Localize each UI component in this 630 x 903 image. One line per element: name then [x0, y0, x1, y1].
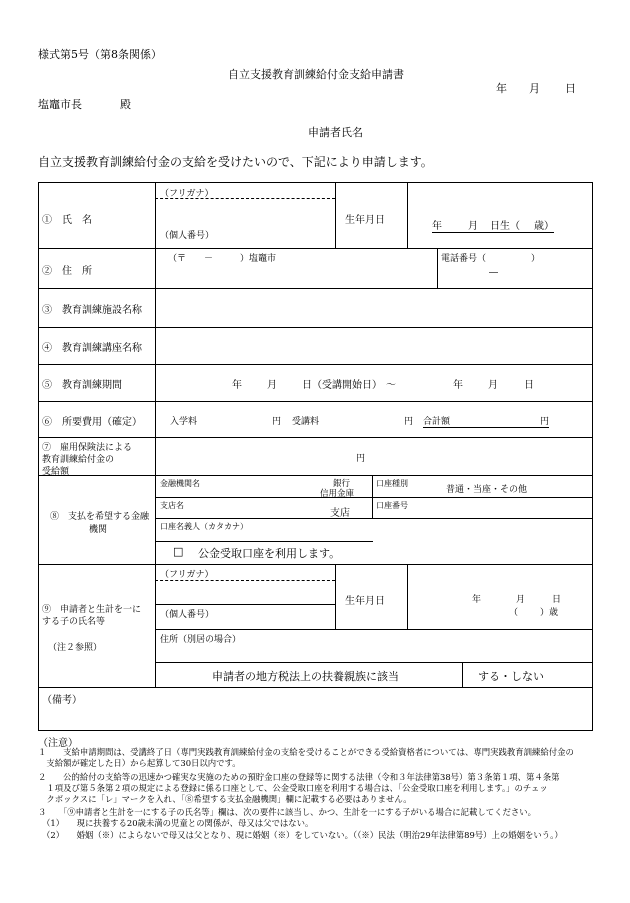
applicant-name-label: 申請者氏名 [308, 126, 363, 139]
child-birth-day: 日 [552, 595, 562, 605]
birth-year-text: 年 [432, 217, 450, 233]
cost-label: ⑥ 所要費用（確定） [42, 417, 142, 428]
addressee: 塩竈市長 [38, 98, 82, 111]
period-start-month: 月 [267, 380, 277, 391]
admission-yen: 円 [272, 417, 282, 427]
child-birth-month: 月 [516, 595, 526, 605]
branch-suffix: 支店 [330, 508, 350, 519]
date-day-label: 日 [565, 82, 576, 95]
admission-label: 入学料 [170, 417, 198, 427]
dependent-question: 申請者の地方税法上の扶養親族に該当 [212, 670, 399, 683]
child-age-close: ）歳 [540, 608, 559, 618]
note-3: ３ 「⑨申請者と生計を一にする子の氏名等」欄は、次の要件に該当し、かつ、生計を一にする子がいる場合に記載してください。 [38, 807, 536, 817]
insurance-yen: 円 [356, 454, 366, 464]
note-2c: クボックスに「レ」マークを入れ、「⑧希望する支払金融機関」欄に記載する必要はありません。 [38, 794, 412, 804]
birth-month-text: 月 [450, 217, 478, 233]
total-amount-text [423, 414, 549, 428]
child-label-note: （注２参照） [48, 643, 103, 653]
bank-label-line1: ⑧ 支払を希望する金融 [50, 512, 150, 522]
bank-name-label: 金融機関名 [160, 479, 200, 488]
tuition-label: 受講料 [292, 417, 320, 427]
remarks-label: （備考） [42, 695, 82, 706]
period-label: ⑤ 教育訓練期間 [42, 380, 122, 391]
note-1b: 支給額が確定した日）から起算して30日以内です。 [38, 758, 241, 768]
birth-date-field[interactable] [432, 217, 554, 233]
total-amount-field[interactable] [423, 414, 549, 428]
child-individual-number-label: （個人番号） [160, 610, 215, 620]
name-furigana-label: （フリガナ） [160, 189, 214, 199]
period-start-year: 年 [232, 380, 242, 391]
addressee-honorific: 殿 [120, 98, 131, 111]
birth-date-label: 生年月日 [345, 215, 385, 226]
child-label-line2: する子の氏名等 [42, 617, 106, 627]
address-label: ② 住 所 [42, 266, 92, 277]
course-field[interactable] [159, 330, 589, 361]
form-number: 様式第5号（第8条関係） [38, 48, 162, 61]
note-2a: ２ 公的給付の支給等の迅速かつ確実な実施のための預貯金口座の登録等に関する法律（令和３年法律第38号）第３条第１項、第４条第 [38, 772, 560, 782]
child-label-line1: ⑨ 申請者と生計を一に [42, 605, 142, 615]
date-month-label: 月 [529, 82, 540, 95]
date-year-label: 年 [496, 82, 507, 95]
phone-dash: ― [489, 268, 498, 278]
name-furigana-field[interactable] [159, 200, 333, 220]
total-label: 合計額 [423, 417, 451, 427]
facility-label: ③ 教育訓練施設名称 [42, 305, 142, 316]
insurance-label-line2: 教育訓練給付金の [42, 455, 115, 465]
notes-heading: （注意） [38, 738, 78, 749]
child-birth-label: 生年月日 [345, 596, 385, 607]
child-furigana-label: （フリガナ） [160, 570, 214, 580]
note-2b: １項及び第５条第２項の規定による登録に係る口座として、公金受取口座を利用する場合は、「公金受取口座を利用します。」のチェッ [38, 783, 548, 793]
child-birth-year: 年 [472, 595, 482, 605]
remarks-field[interactable] [42, 705, 588, 727]
period-end-month: 月 [488, 380, 498, 391]
name-label: ① 氏 名 [42, 215, 92, 226]
account-number-label: 口座番号 [376, 501, 408, 510]
bank-type-bank: 銀行 [333, 479, 351, 489]
note-3-1: （1） 現に扶養する20歳未満の児童との関係が、母又は父ではない。 [42, 818, 314, 828]
account-type-label: 口座種別 [376, 479, 408, 488]
bank-type-credit-union: 信用金庫 [320, 489, 355, 499]
account-holder-label: 口座名義人（カタカナ） [160, 522, 248, 531]
public-account-checkbox[interactable]: □ [173, 545, 184, 558]
child-age-open: （ [509, 608, 519, 618]
child-residence-label: 住所（別居の場合） [160, 635, 242, 645]
name-individual-number-label: （個人番号） [160, 231, 215, 241]
period-start-day: 日（受講開始日） [302, 380, 382, 391]
total-yen: 円 [539, 417, 549, 427]
period-end-day: 日 [524, 380, 534, 391]
address-postal-field[interactable]: （〒 － ）塩竈市 [168, 254, 277, 264]
period-end-year: 年 [453, 380, 463, 391]
birth-day-text: 日生（ [478, 217, 520, 233]
insurance-label-line1: ⑦ 雇用保険法による [42, 443, 133, 453]
period-tilde: ～ [386, 380, 396, 391]
account-type-options[interactable]: 普通・当座・その他 [446, 485, 528, 495]
form-table [38, 182, 593, 731]
phone-field[interactable]: 電話番号（ ） [441, 254, 541, 264]
facility-field[interactable] [159, 292, 589, 324]
note-1a: １ 支給申請期間は、受講終了日（専門実践教育訓練給付金の支給を受けることができる受給資格者については、専門実践教育訓練給付金の [38, 747, 574, 757]
form-title: 自立支援教育訓練給付金支給申請書 [228, 68, 404, 81]
branch-name-label: 支店名 [160, 501, 184, 510]
tuition-yen: 円 [404, 417, 414, 427]
insurance-label-line3: 受給額 [42, 467, 70, 477]
bank-label-line2: 機関 [89, 525, 108, 535]
public-account-label: 公金受取口座を利用します。 [198, 547, 341, 560]
course-label: ④ 教育訓練講座名称 [42, 343, 142, 354]
note-3-2: （2） 婚姻（※）によらないで母又は父となり、現に婚姻（※）をしていない。（（※）民法（明治29年法律第89号）上の婚姻をいう。） [42, 830, 563, 840]
birth-age-text: 歳） [520, 217, 554, 233]
dependent-answer[interactable]: する・しない [478, 670, 544, 683]
intro-text: 自立支援教育訓練給付金の支給を受けたいので、下記により申請します。 [38, 155, 433, 169]
